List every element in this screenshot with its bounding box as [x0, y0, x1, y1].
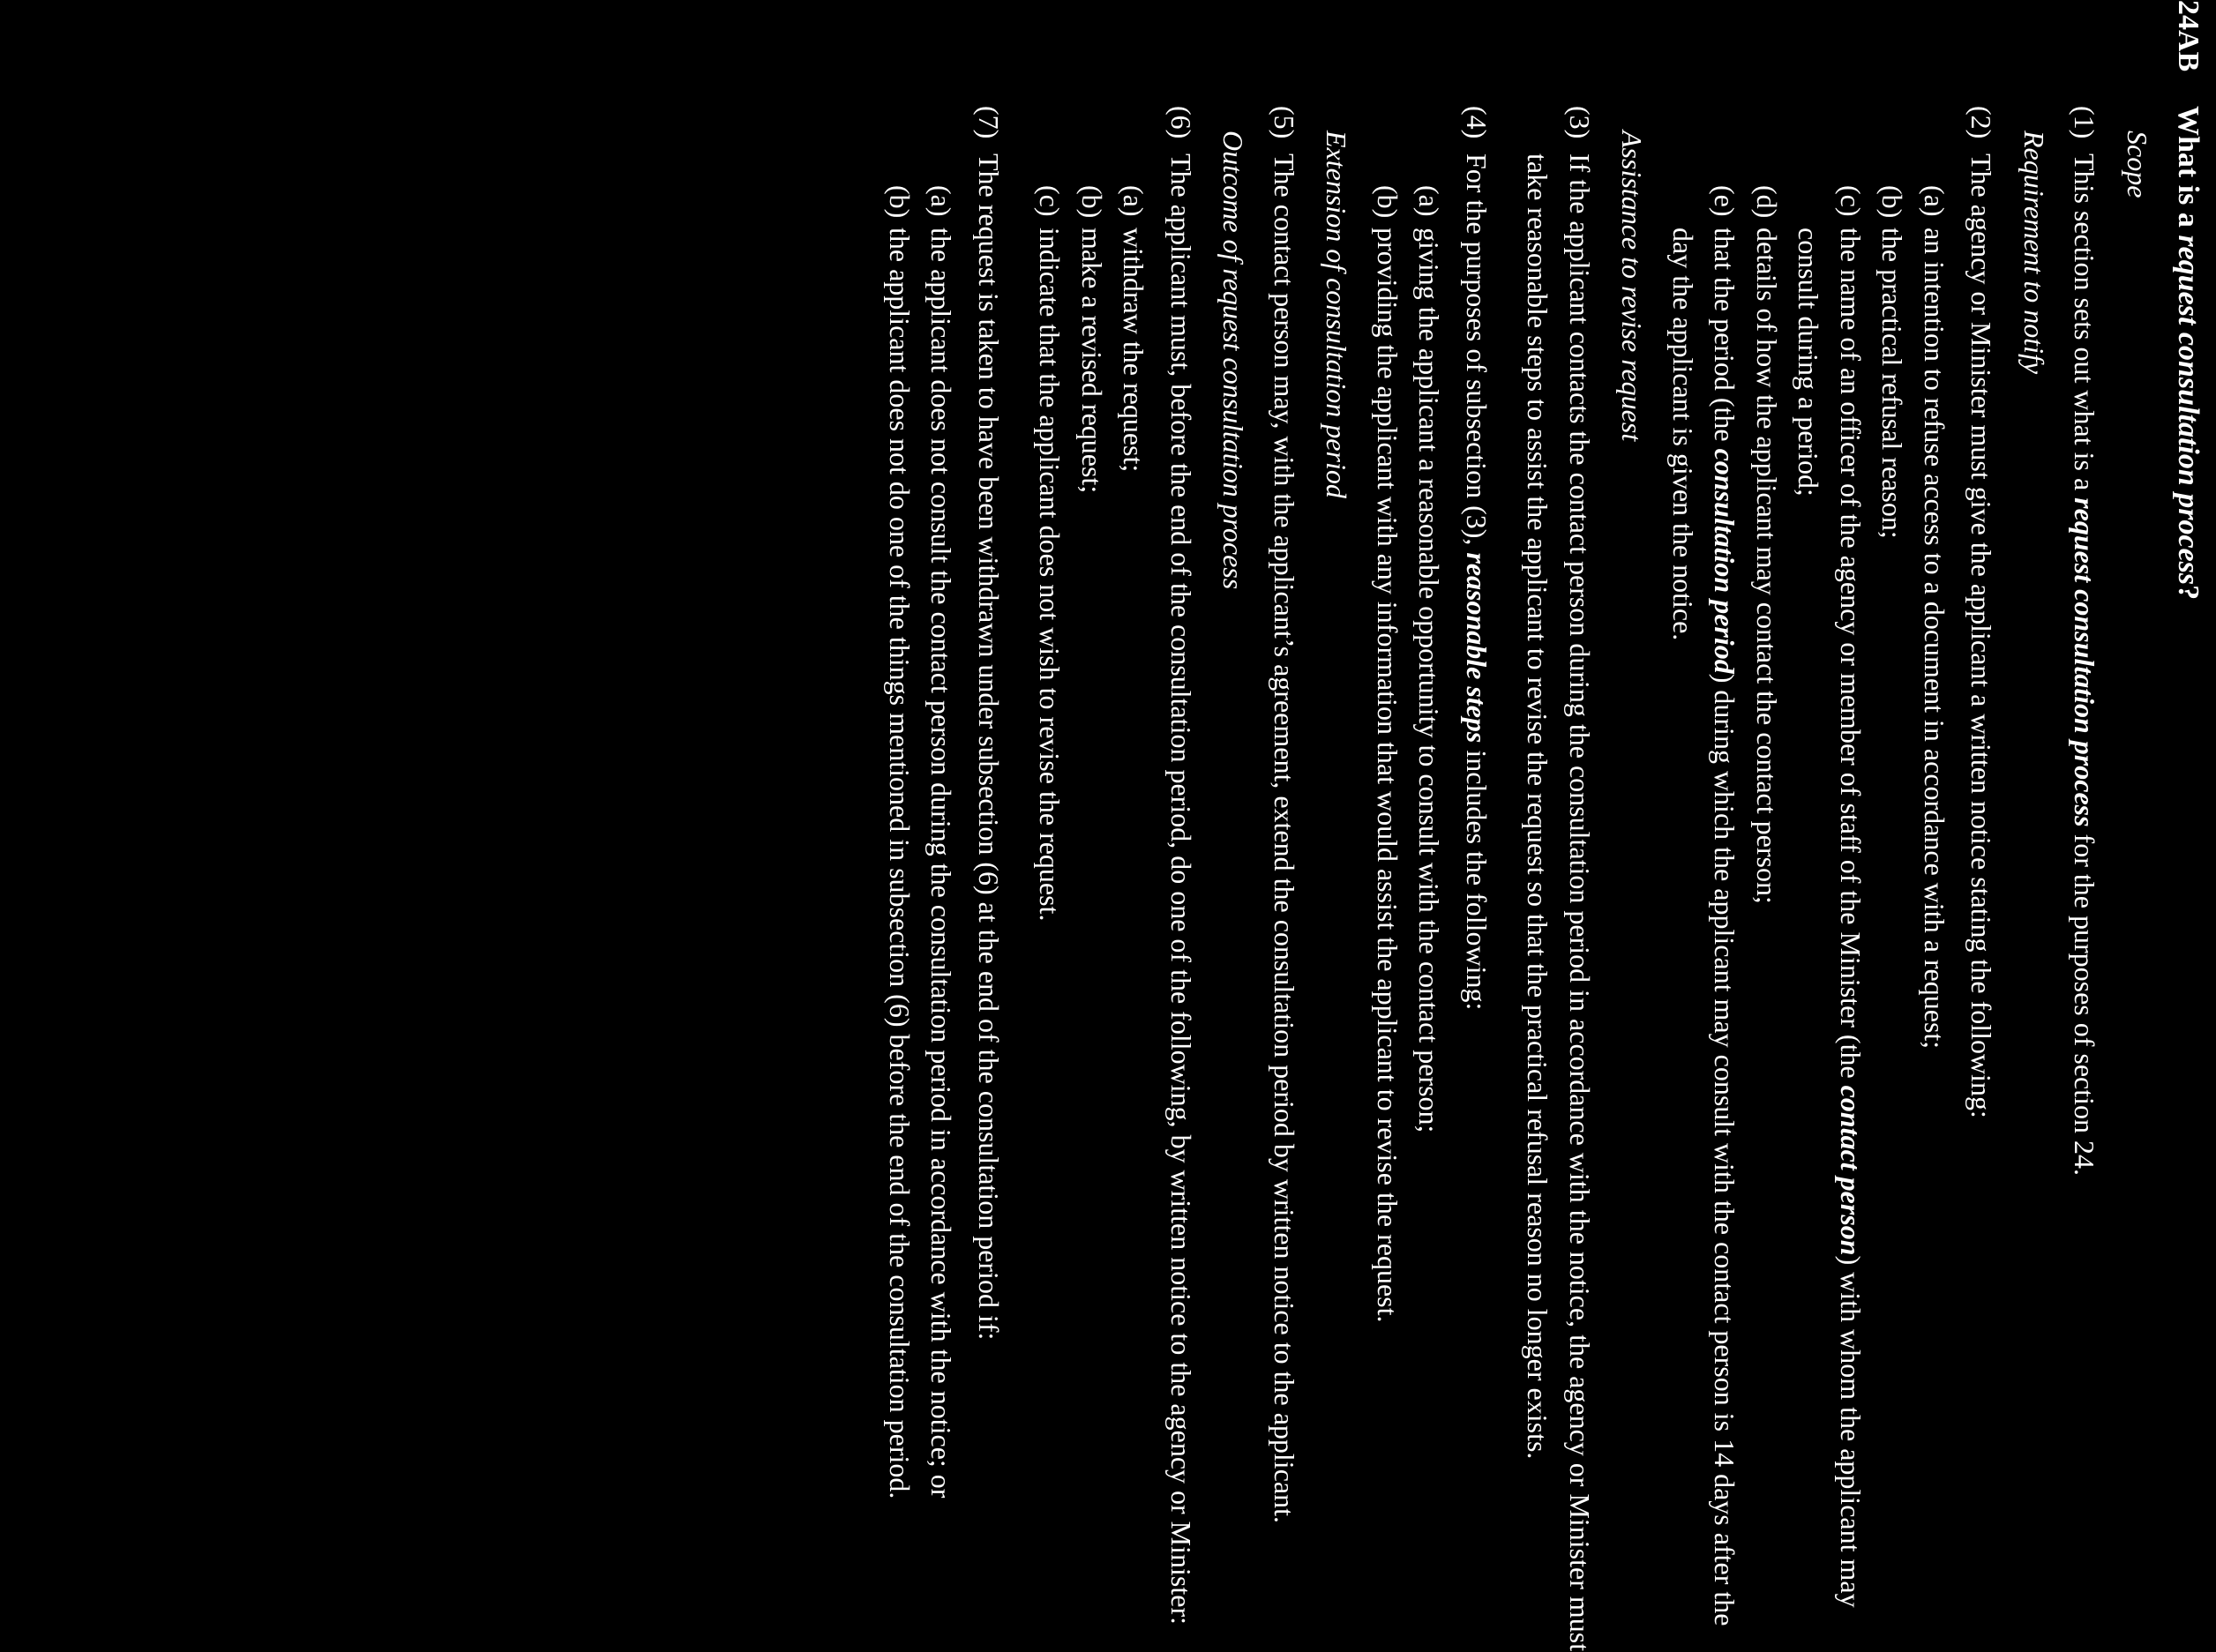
paragraph-number: (2)	[1965, 106, 1998, 139]
paragraph-number: (1)	[2069, 106, 2101, 139]
subheading-notify: Requirement to notify	[2018, 131, 2050, 375]
paragraph-number: (5)	[1269, 106, 1300, 139]
paragraph-2: (2) The agency or Minister must give the applicant a written notice stating the following:	[1960, 153, 2003, 1652]
defined-term: consultation period	[1709, 448, 1741, 674]
paragraph-1: (1) This section sets out what is a request consultation process for the purposes of section 24.	[2063, 153, 2106, 1652]
defined-term: contact person	[1835, 1085, 1867, 1256]
item-number: (d)	[1751, 185, 1783, 219]
subheading-outcome: Outcome of request consultation process	[1217, 131, 1250, 590]
section-number: 24AB	[2172, 0, 2205, 72]
item-2d: (d) details of how the applicant may contact the contact person;	[1746, 228, 1788, 1652]
item-4b: (b) providing the applicant with any information that would assist the applicant to revise the request.	[1366, 228, 1409, 1652]
item-number: (c)	[1034, 185, 1067, 217]
paragraph-number: (6)	[1165, 106, 1197, 139]
item-2a: (a) an intention to refuse access to a document in accordance with a request;	[1913, 228, 1956, 1652]
paragraph-number: (4)	[1461, 106, 1493, 139]
defined-term: request consultation process	[2069, 497, 2101, 827]
defined-term: reasonable steps	[1461, 552, 1493, 744]
item-number: (a)	[1118, 185, 1150, 217]
subheading-extension: Extension of consultation period	[1321, 131, 1353, 498]
subheading-scope: Scope	[2122, 131, 2153, 198]
subheading-assistance: Assistance to revise request	[1616, 131, 1649, 442]
item-number: (a)	[1413, 185, 1446, 217]
item-number: (a)	[925, 185, 958, 217]
item-2c: (c) the name of an officer of the agency or member of staff of the Minister (the contact person) with whom the applicant may consult during a period;	[1787, 228, 1871, 1652]
paragraph-7: (7) The request is taken to have been withdrawn under subsection (6) at the end of the consultation period if:	[968, 153, 1010, 1652]
item-2e: (e) that the period (the consultation period) during which the applicant may consult with the contact person is 14 days after the day the applicant is given the notice.	[1662, 228, 1746, 1652]
item-number: (a)	[1919, 185, 1950, 217]
item-6c: (c) indicate that the applicant does not wish to revise the request.	[1029, 228, 1071, 1652]
paragraph-3: (3) If the applicant contacts the contact person during the consultation period in accordance with the notice, the agency or Minister must take reasonable steps to assist the applicant to revise the request so that the practical refusal reason no longer exists.	[1516, 153, 1600, 1652]
item-number: (b)	[1372, 185, 1404, 219]
item-number: (b)	[1876, 185, 1909, 219]
item-6a: (a) withdraw the request;	[1112, 228, 1155, 1652]
section-heading	[2170, 0, 2205, 1652]
item-number: (b)	[1076, 185, 1108, 219]
defined-term: request consultation process	[2172, 235, 2205, 586]
item-number: (e)	[1709, 185, 1741, 217]
paragraph-6: (6) The applicant must, before the end of the consultation period, do one of the following, by written notice to the agency or Minister:	[1160, 153, 1202, 1652]
item-number: (c)	[1835, 185, 1867, 217]
item-6b: (b) make a revised request;	[1071, 228, 1113, 1652]
item-7a: (a) the applicant does not consult the contact person during the consultation period in accordance with the notice; or	[920, 228, 962, 1652]
paragraph-4: (4) For the purposes of subsection (3), reasonable steps includes the following:	[1456, 153, 1498, 1652]
section-title: What is a request consultation process?	[2172, 106, 2205, 601]
paragraph-number: (7)	[973, 106, 1005, 139]
item-2b: (b) the practical refusal reason;	[1871, 228, 1913, 1652]
item-4a: (a) giving the applicant a reasonable opportunity to consult with the contact person;	[1408, 228, 1450, 1652]
item-7b: (b) the applicant does not do one of the things mentioned in subsection (6) before the end of the consultation period.	[879, 228, 921, 1652]
paragraph-number: (3)	[1564, 106, 1596, 139]
item-number: (b)	[884, 185, 916, 219]
paragraph-5: (5) The contact person may, with the applicant’s agreement, extend the consultation period by written notice to the applicant.	[1263, 153, 1306, 1652]
